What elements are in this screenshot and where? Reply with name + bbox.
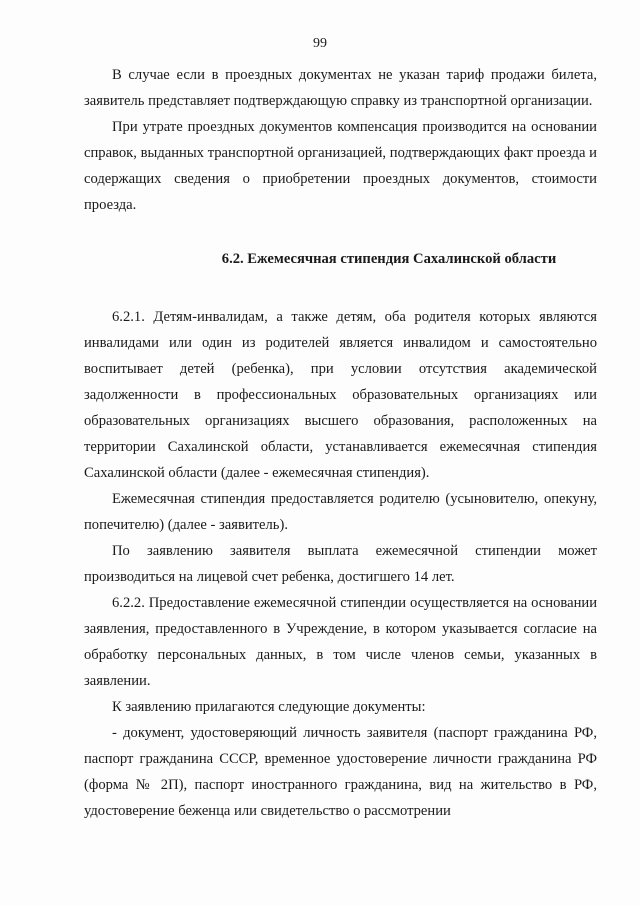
page-number: 99 xyxy=(313,36,327,51)
paragraph-6-2-2: 6.2.2. Предоставление ежемесячной стипендии осуществляется на основании заявления, предоставленного в Учреждение, в котором указывается согласие на обработку персональных данных, в том числе членов семьи, указанных в заявлении. xyxy=(84,595,597,689)
paragraph-identity-document: - документ, удостоверяющий личность заявителя (паспорт гражданина РФ, паспорт гражданина СССР, временное удостоверение личности гражданина РФ (форма № 2П), паспорт иностранного гражданина, вид на жительство в РФ, удостоверение беженца или свидетельство о рассмотрении xyxy=(84,725,597,819)
paragraph-stipend-recipient: Ежемесячная стипендия предоставляется родителю (усыновителю, опекуну, попечителю) (далее - заявитель). xyxy=(84,491,597,533)
paragraph-documents-intro: К заявлению прилагаются следующие документы: xyxy=(112,699,426,715)
paragraph-6-2-1: 6.2.1. Детям-инвалидам, а также детям, оба родителя которых являются инвалидами или один из родителей является инвалидом и самостоятельно воспитывает детей (ребенка), при условии отсутствия академической задолженности в профессиональных образовательных организациях или образовательных организациях высшего образования, расположенных на территории Сахалинской области, устанавливается ежемесячная стипендия Сахалинской области (далее - ежемесячная стипендия). xyxy=(84,309,597,481)
paragraph-payment-account: По заявлению заявителя выплата ежемесячной стипендии может производиться на лицевой счет ребенка, достигшего 14 лет. xyxy=(84,543,597,585)
section-heading: 6.2. Ежемесячная стипендия Сахалинской области xyxy=(221,251,557,267)
paragraph-ticket-tariff: В случае если в проездных документах не указан тариф продажи билета, заявитель представляет подтверждающую справку из транспортной организации. xyxy=(84,67,597,109)
paragraph-lost-documents: При утрате проездных документов компенсация производится на основании справок, выданных транспортной организацией, подтверждающих факт проезда и содержащих сведения о приобретении проездных документов, стоимости проезда. xyxy=(84,119,597,213)
document-body xyxy=(84,62,597,824)
